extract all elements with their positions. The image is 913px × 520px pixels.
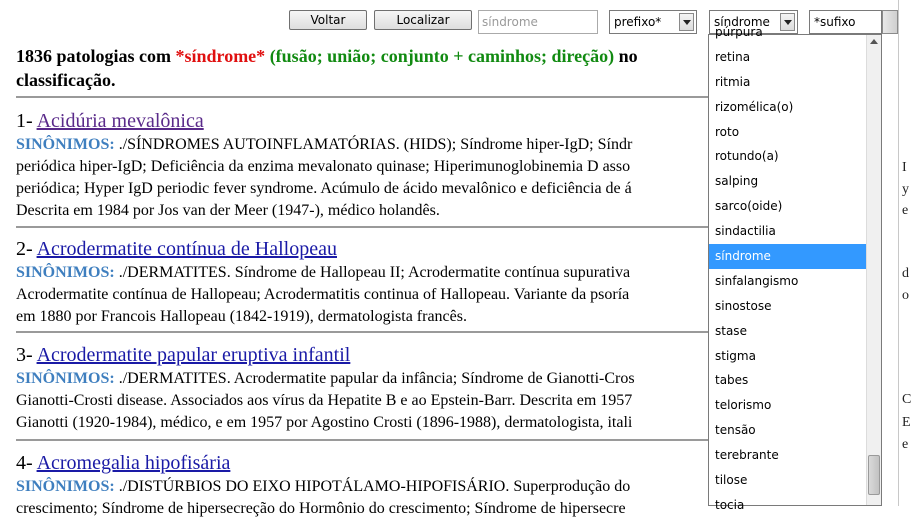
entry-line: ./DERMATITES. Síndrome de Hallopeau II; Acrodermatite contínua supurativa [114, 264, 631, 281]
entry-number: 2- [16, 238, 37, 260]
dropdown-option[interactable]: ritmia [715, 74, 751, 89]
result-entry [16, 450, 716, 520]
dropdown-option[interactable]: retina [715, 49, 751, 64]
entry-link[interactable]: Acidúria mevalônica [36, 110, 204, 132]
clipped-text: E [902, 415, 911, 430]
heading-rest-line2: classificação. [16, 70, 116, 90]
entry-line: Gianotti-Crosti disease. Associados aos vírus da Hepatite B e ao Epstein-Barr. Descrita em 1957 [16, 392, 633, 409]
clipped-text: o [902, 288, 909, 303]
search-input[interactable] [478, 10, 598, 34]
sinonimos-label: SINÔNIMOS: [16, 264, 115, 281]
window-scrollbar-thumb[interactable] [882, 10, 898, 34]
dropdown-option[interactable]: síndrome [709, 244, 881, 269]
sinonimos-label: SINÔNIMOS: [16, 370, 115, 387]
clipped-text: d [902, 266, 909, 281]
entry-link[interactable]: Acrodermatite contínua de Hallopeau [36, 238, 337, 260]
search-term: *síndrome* [175, 46, 266, 66]
termo-select-value: síndrome [714, 15, 770, 29]
results-count: 1836 patologias com [16, 46, 176, 66]
entry-link[interactable]: Acrodermatite papular eruptiva infantil [36, 344, 351, 366]
dropdown-option[interactable]: rizomélica(o) [715, 99, 794, 114]
entry-line: Gianotti (1920-1984), médico, e em 1957 por Agostino Crosti (1896-1988), dermatologista, itali [16, 414, 633, 431]
scroll-up-icon[interactable] [868, 36, 880, 48]
clipped-text: e [902, 437, 909, 452]
entry-title [16, 342, 716, 368]
result-entry [16, 236, 716, 328]
entry-body [16, 368, 716, 434]
sinonimos-label: SINÔNIMOS: [16, 478, 115, 495]
result-entry [16, 342, 716, 434]
sufixo-input-value: *sufixo [814, 15, 856, 29]
dropdown-option[interactable]: roto [715, 124, 740, 139]
dropdown-option[interactable]: sinfalangismo [715, 273, 799, 288]
entry-number: 4- [16, 452, 37, 474]
divider [16, 331, 716, 333]
entry-body [16, 476, 716, 520]
localizar-button[interactable]: Localizar [374, 10, 472, 30]
entry-line: periódica hiper-IgD; Deficiência da enzima mevalonato quinase; Hiperimunoglobinemia D asso [16, 158, 631, 175]
dropdown-option[interactable]: salping [715, 174, 759, 189]
dropdown-option[interactable]: telorismo [715, 398, 772, 413]
search-input-placeholder: síndrome [482, 15, 538, 29]
entry-title [16, 236, 716, 262]
clipped-text: C [902, 392, 912, 407]
sinonimos-label: SINÔNIMOS: [16, 136, 115, 153]
entry-body [16, 262, 716, 328]
heading-rest: no [614, 46, 638, 66]
results-heading [16, 44, 716, 92]
clipped-text: y [902, 182, 909, 197]
entry-line: ./SÍNDROMES AUTOINFLAMATÓRIAS. (HIDS); Síndrome hiper-IgD; Síndr [114, 136, 633, 153]
divider [16, 226, 716, 228]
entry-title [16, 108, 716, 134]
divider [16, 96, 716, 98]
result-entry [16, 108, 716, 222]
clipped-text: e [902, 203, 909, 218]
entry-line: ./DERMATITES. Acrodermatite papular da infância; Síndrome de Gianotti-Cros [114, 370, 635, 387]
entry-line: Acrodermatite contínua de Hallopeau; Acrodermatitis continua of Hallopeau. Variante da psoría [16, 286, 630, 303]
entry-line: periódica; Hyper IgD periodic fever syndrome. Acúmulo de ácido mevalônico e deficiência de á [16, 180, 632, 197]
entry-number: 3- [16, 344, 37, 366]
dropdown-option[interactable]: tabes [715, 373, 749, 388]
dropdown-scrollbar-thumb[interactable] [868, 455, 880, 495]
dropdown-option[interactable]: stigma [715, 348, 756, 363]
termo-dropdown-list[interactable] [708, 25, 882, 512]
entry-line: em 1880 por Francois Hallopeau (1842-1919), dermatologista francês. [16, 308, 467, 325]
entry-number: 1- [16, 110, 37, 132]
prefixo-select[interactable] [609, 10, 697, 34]
dropdown-option[interactable]: sinostose [715, 298, 772, 313]
entry-line: Descrita em 1984 por Jos van der Meer (1947-), médico holandês. [16, 202, 440, 219]
dropdown-option[interactable]: sindactilia [715, 224, 776, 239]
dropdown-option[interactable]: tocia [715, 497, 745, 512]
dropdown-option[interactable]: sarco(oide) [715, 199, 783, 214]
term-meaning: (fusão; união; conjunto + caminhos; direção) [265, 46, 615, 66]
dropdown-option[interactable]: tilose [715, 473, 748, 488]
dropdown-option[interactable]: terebrante [715, 448, 779, 463]
entry-body [16, 134, 716, 222]
dropdown-options [709, 20, 881, 518]
voltar-button[interactable]: Voltar [289, 10, 367, 30]
entry-line: ./DISTÚRBIOS DO EIXO HIPOTÁLAMO-HIPOFISÁRIO. Superprodução do [114, 478, 631, 495]
entry-line: crescimento; Síndrome de hipersecreção do Hormônio do crescimento; Síndrome de hipersecre [16, 500, 626, 517]
divider [16, 439, 716, 441]
dropdown-scrollbar[interactable] [866, 35, 881, 505]
dropdown-option[interactable]: púrpura [715, 25, 763, 39]
dropdown-option[interactable]: stase [715, 323, 747, 338]
dropdown-option[interactable]: rotundo(a) [715, 149, 779, 164]
clipped-text: I [902, 160, 907, 175]
entry-title [16, 450, 716, 476]
chevron-down-icon[interactable] [679, 13, 694, 31]
dropdown-option[interactable]: tensão [715, 423, 756, 438]
entry-link[interactable]: Acromegalia hipofisária [36, 452, 231, 474]
prefixo-select-value: prefixo* [614, 15, 662, 29]
